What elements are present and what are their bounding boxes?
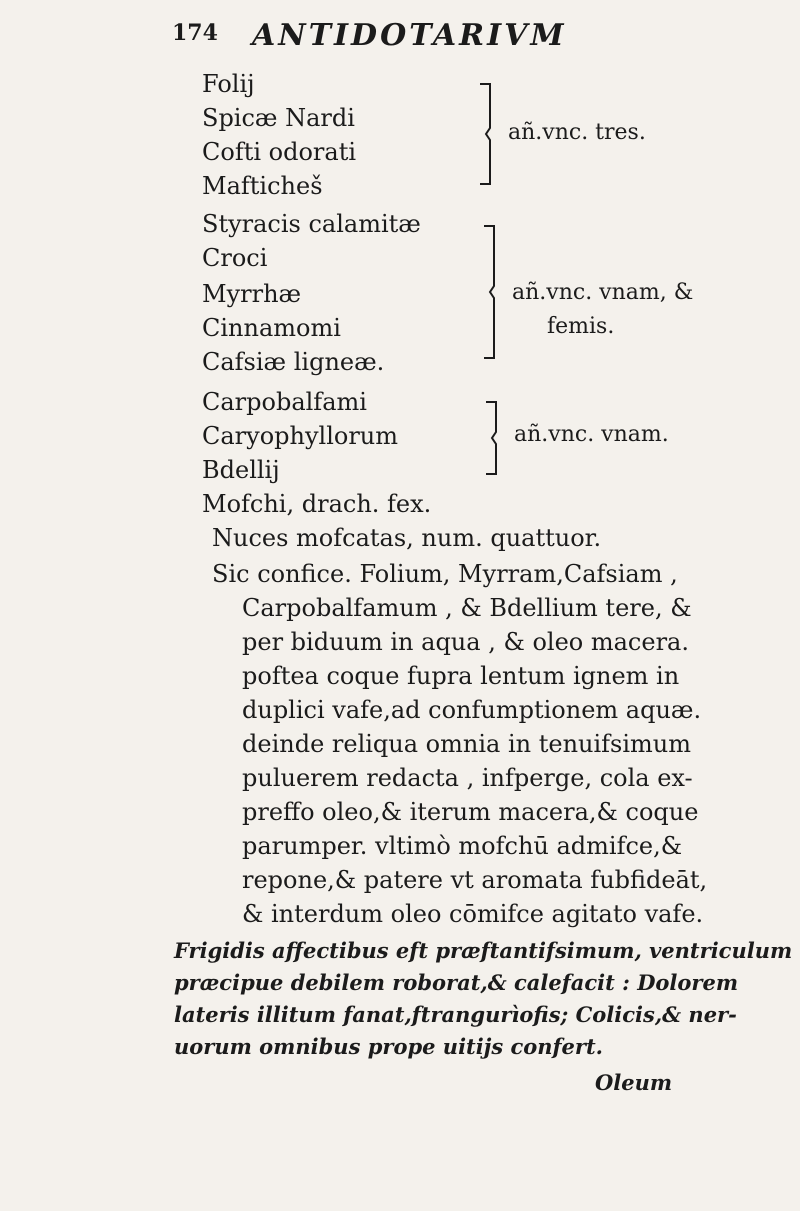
brace-bracket [484,400,504,480]
dose-line: añ.vnc. tres. [508,120,646,145]
page-number: 174 [172,20,218,46]
dose-line: añ.vnc. vnam. [514,422,669,447]
body-line: preffo oleo,& iterum macera,& coque [242,798,699,826]
brace-bracket [482,224,502,364]
dose-line: añ.vnc. vnam, & [512,280,694,305]
ingredient-line: Styracis calamitæ [202,210,421,238]
ingredient-line: Folij [202,70,255,98]
recipe-line: Mofchi, drach. fex. [202,490,432,518]
italic-line: lateris illitum fanat,ftrangurìofis; Colicis,& ner- [174,1002,737,1027]
ingredient-line: Caryophyllorum [202,422,399,450]
body-line: poftea coque fupra lentum ignem in [242,662,680,690]
brace-bracket [478,82,498,192]
body-line: per biduum in aqua , & oleo macera. [242,628,689,656]
body-line: repone,& patere vt aromata fubfideāt, [242,866,708,894]
ingredient-line: Cafsiæ ligneæ. [202,348,385,376]
ingredient-line: Spicæ Nardi [202,104,355,132]
running-title: ANTIDOTARIVM [252,18,567,53]
dose-line: femis. [547,314,615,339]
ingredient-line: Bdellij [202,456,280,484]
body-line: Carpobalfamum , & Bdellium tere, & [242,594,692,622]
ingredient-line: Croci [202,244,268,272]
body-line: puluerem redacta , infperge, cola ex- [242,764,693,792]
body-line: parumper. vltimò mofchū admifce,& [242,832,683,860]
catchword: Oleum [595,1070,673,1095]
body-line: & interdum oleo cōmifce agitato vafe. [242,900,704,928]
italic-line: uorum omnibus prope uitijs confert. [174,1034,603,1059]
ingredient-line: Carpobalfami [202,388,367,416]
body-line: deinde reliqua omnia in tenuifsimum [242,730,692,758]
body-line: duplici vafe,ad confumptionem aquæ. [242,696,702,724]
italic-line: præcipue debilem roborat,& calefacit : Dolorem [174,970,739,995]
ingredient-line: Cofti odorati [202,138,357,166]
italic-line: Frigidis affectibus eft præftantifsimum, ventriculum [174,938,793,963]
recipe-line: Nuces mofcatas, num. quattuor. [212,524,602,552]
ingredient-line: Myrrhæ [202,280,302,308]
ingredient-line: Mafticheš [202,172,323,200]
ingredient-line: Cinnamomi [202,314,341,342]
body-line: Sic confice. Folium, Myrram,Cafsiam , [212,560,678,588]
